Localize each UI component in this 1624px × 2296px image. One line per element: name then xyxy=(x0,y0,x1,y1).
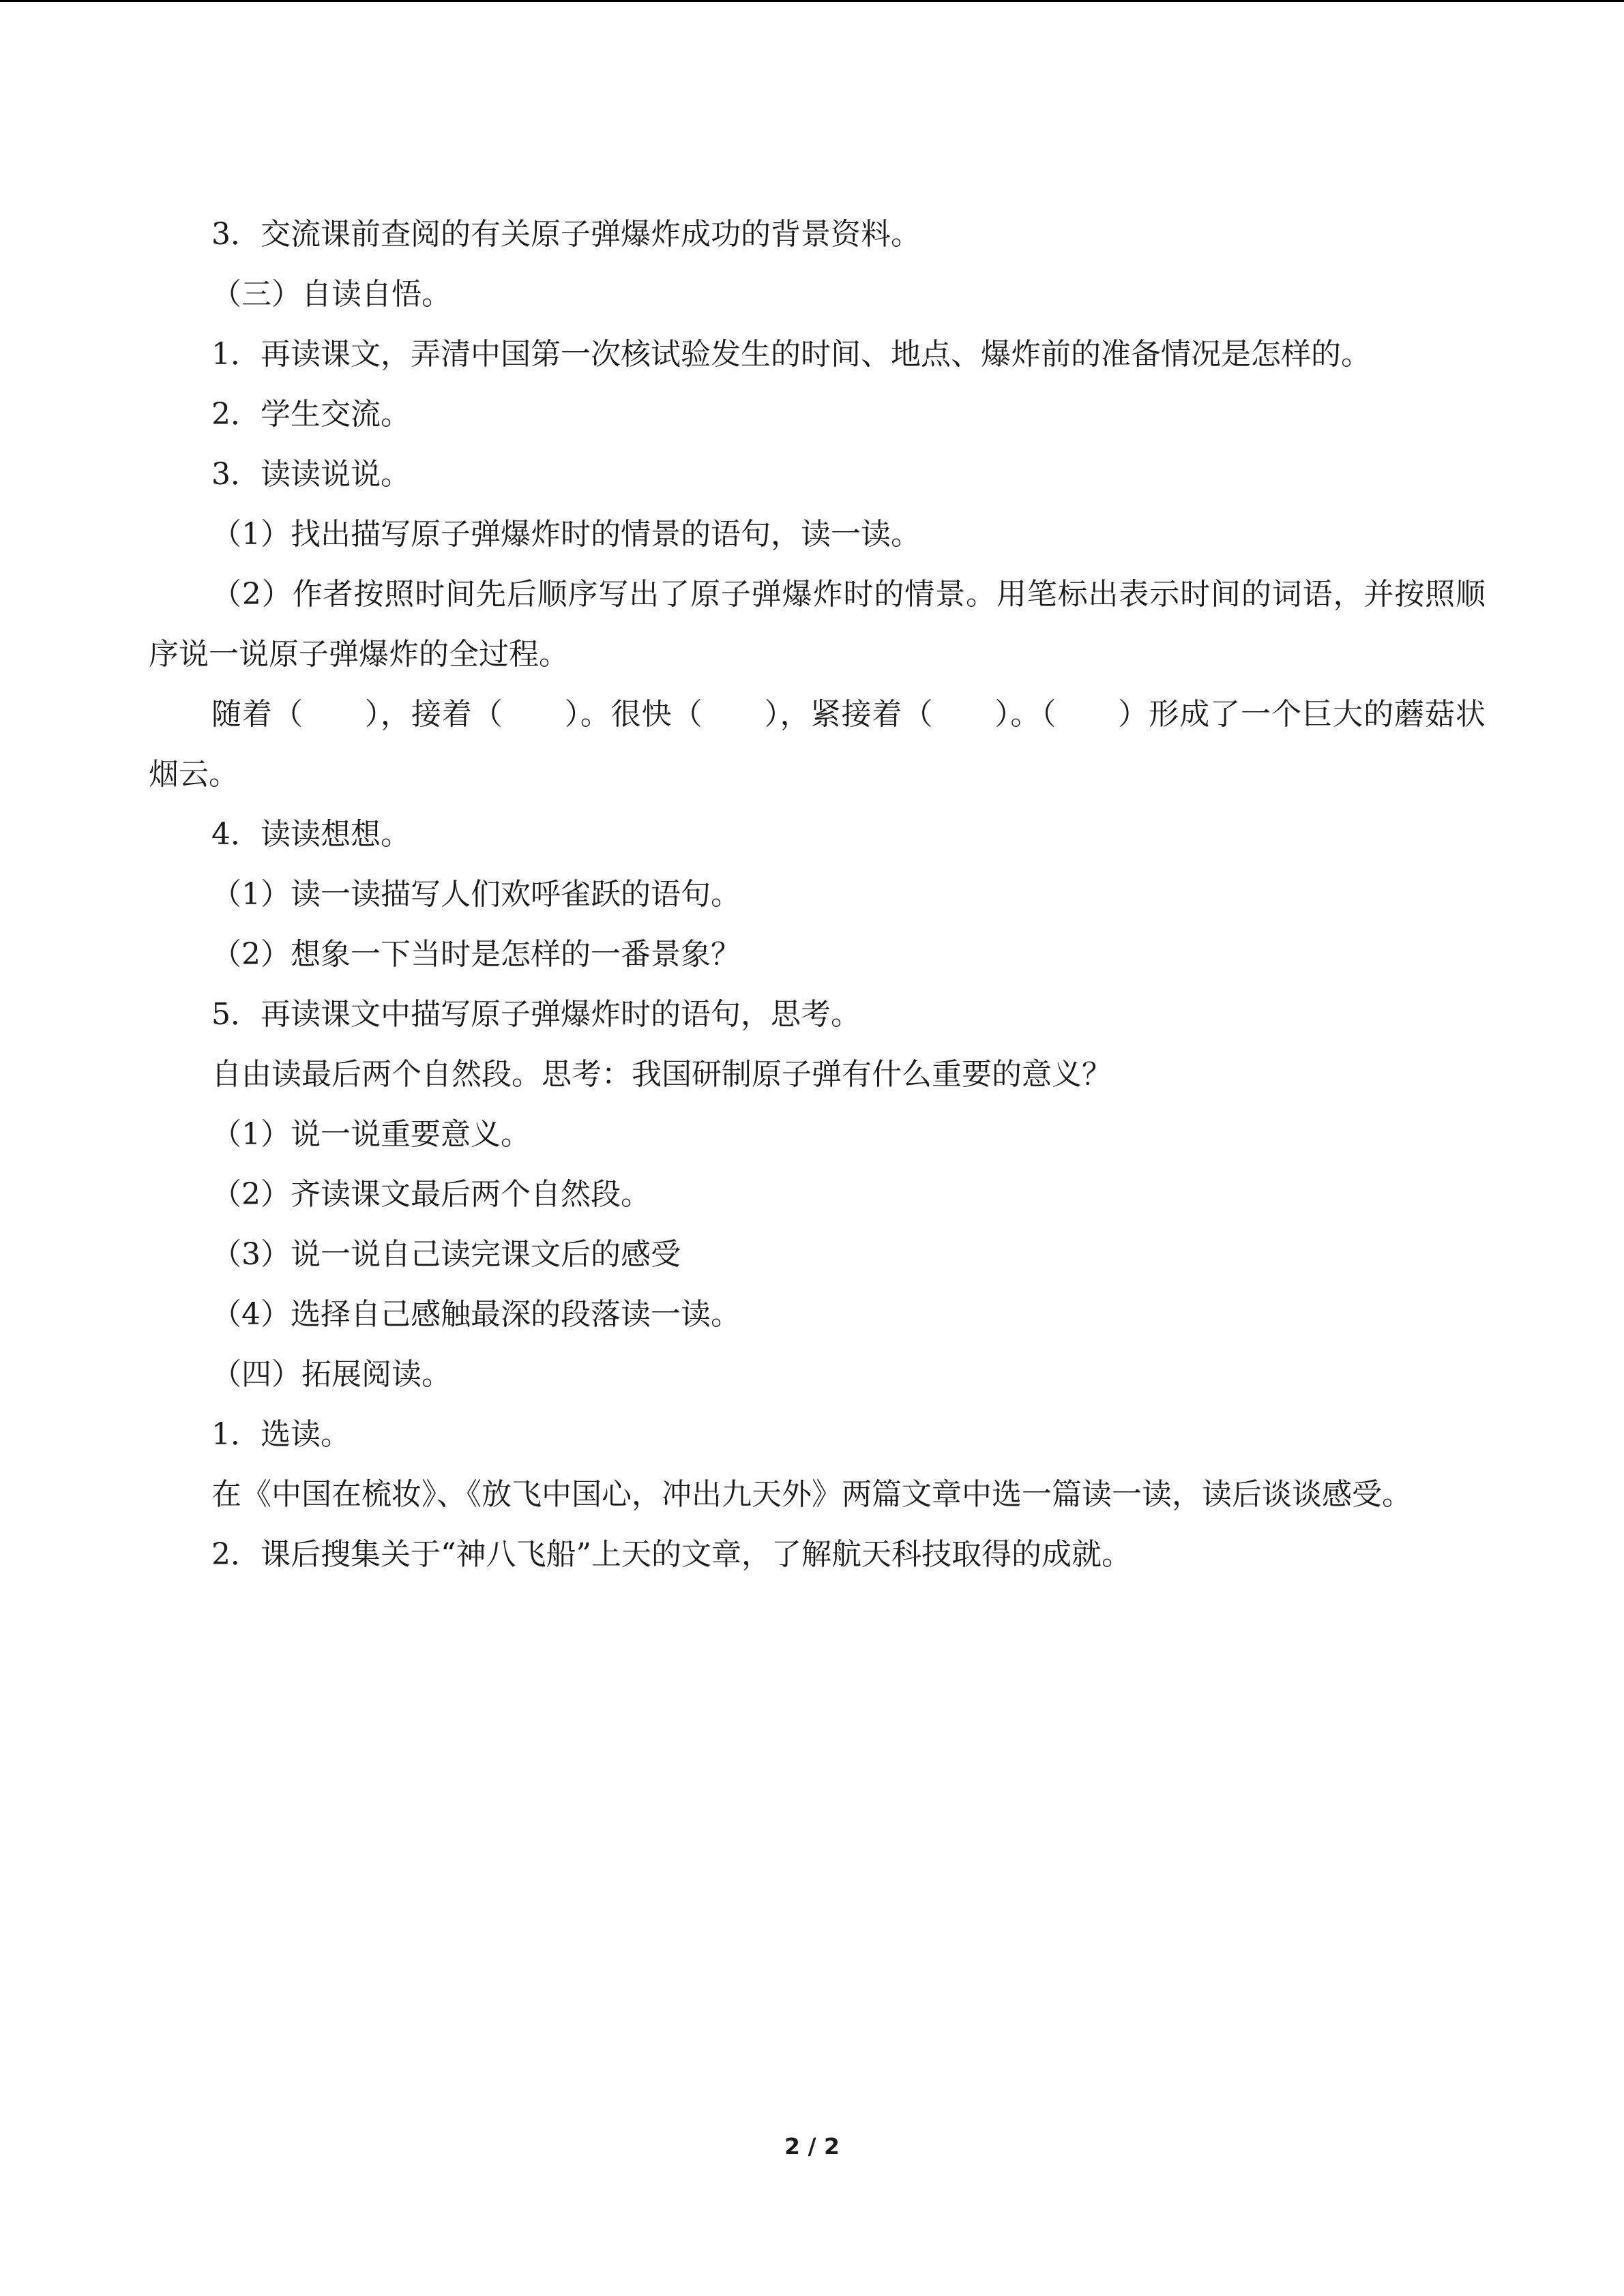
document-body xyxy=(149,205,1486,1585)
page-top-border xyxy=(0,0,1624,2)
section-heading-extended-reading: （四）拓展阅读。 xyxy=(211,1357,452,1392)
section-heading-self-reading: （三）自读自悟。 xyxy=(211,277,452,312)
paragraph-free-reading: 自由读最后两个自然段。思考：我国研制原子弹有什么重要的意义？ xyxy=(211,1057,1112,1092)
page-number: 2 / 2 xyxy=(784,2133,840,2160)
paragraph-read-and-say: 3．读读说说。 xyxy=(211,457,411,492)
paragraph-reread-text: 1．再读课文，弄清中国第一次核试验发生的时间、地点、爆炸前的准备情况是怎样的。 xyxy=(211,337,1371,372)
paragraph-reread-explosion: 5．再读课文中描写原子弹爆炸时的语句，思考。 xyxy=(211,997,861,1032)
paragraph-feelings: （3）说一说自己读完课文后的感受 xyxy=(211,1237,681,1272)
paragraph-find-sentences: （1）找出描写原子弹爆炸时的情景的语句，读一读。 xyxy=(211,517,921,552)
paragraph-fill-in-blanks: 随着（ ），接着（ ）。很快（ ），紧接着（ ）。（ ）形成了一个巨大的蘑菇状烟云。 xyxy=(149,697,1486,792)
paragraph-after-class-collect: 2．课后搜集关于“神八飞船”上天的文章，了解航天科技取得的成就。 xyxy=(211,1537,1132,1572)
paragraph-read-together: （2）齐读课文最后两个自然段。 xyxy=(211,1177,651,1212)
paragraph-time-order: （2）作者按照时间先后顺序写出了原子弹爆炸时的情景。用笔标出表示时间的词语，并按照顺序说一说原子弹爆炸的全过程。 xyxy=(149,577,1486,672)
paragraph-cheering-sentences: （1）读一读描写人们欢呼雀跃的语句。 xyxy=(211,877,741,912)
paragraph-student-exchange: 2．学生交流。 xyxy=(211,397,411,432)
paragraph-read-and-think: 4．读读想想。 xyxy=(211,817,411,852)
paragraph-choose-article: 在《中国在梳妆》、《放飞中国心，冲出九天外》两篇文章中选一篇读一读，读后谈谈感受。 xyxy=(211,1477,1412,1512)
paragraph-imagine-scene: （2）想象一下当时是怎样的一番景象？ xyxy=(211,937,741,972)
paragraph-significance: （1）说一说重要意义。 xyxy=(211,1117,531,1152)
paragraph-background-material: 3．交流课前查阅的有关原子弹爆炸成功的背景资料。 xyxy=(211,217,921,252)
paragraph-favorite-passage: （4）选择自己感触最深的段落读一读。 xyxy=(211,1297,741,1332)
paragraph-selective-reading: 1．选读。 xyxy=(211,1417,351,1452)
